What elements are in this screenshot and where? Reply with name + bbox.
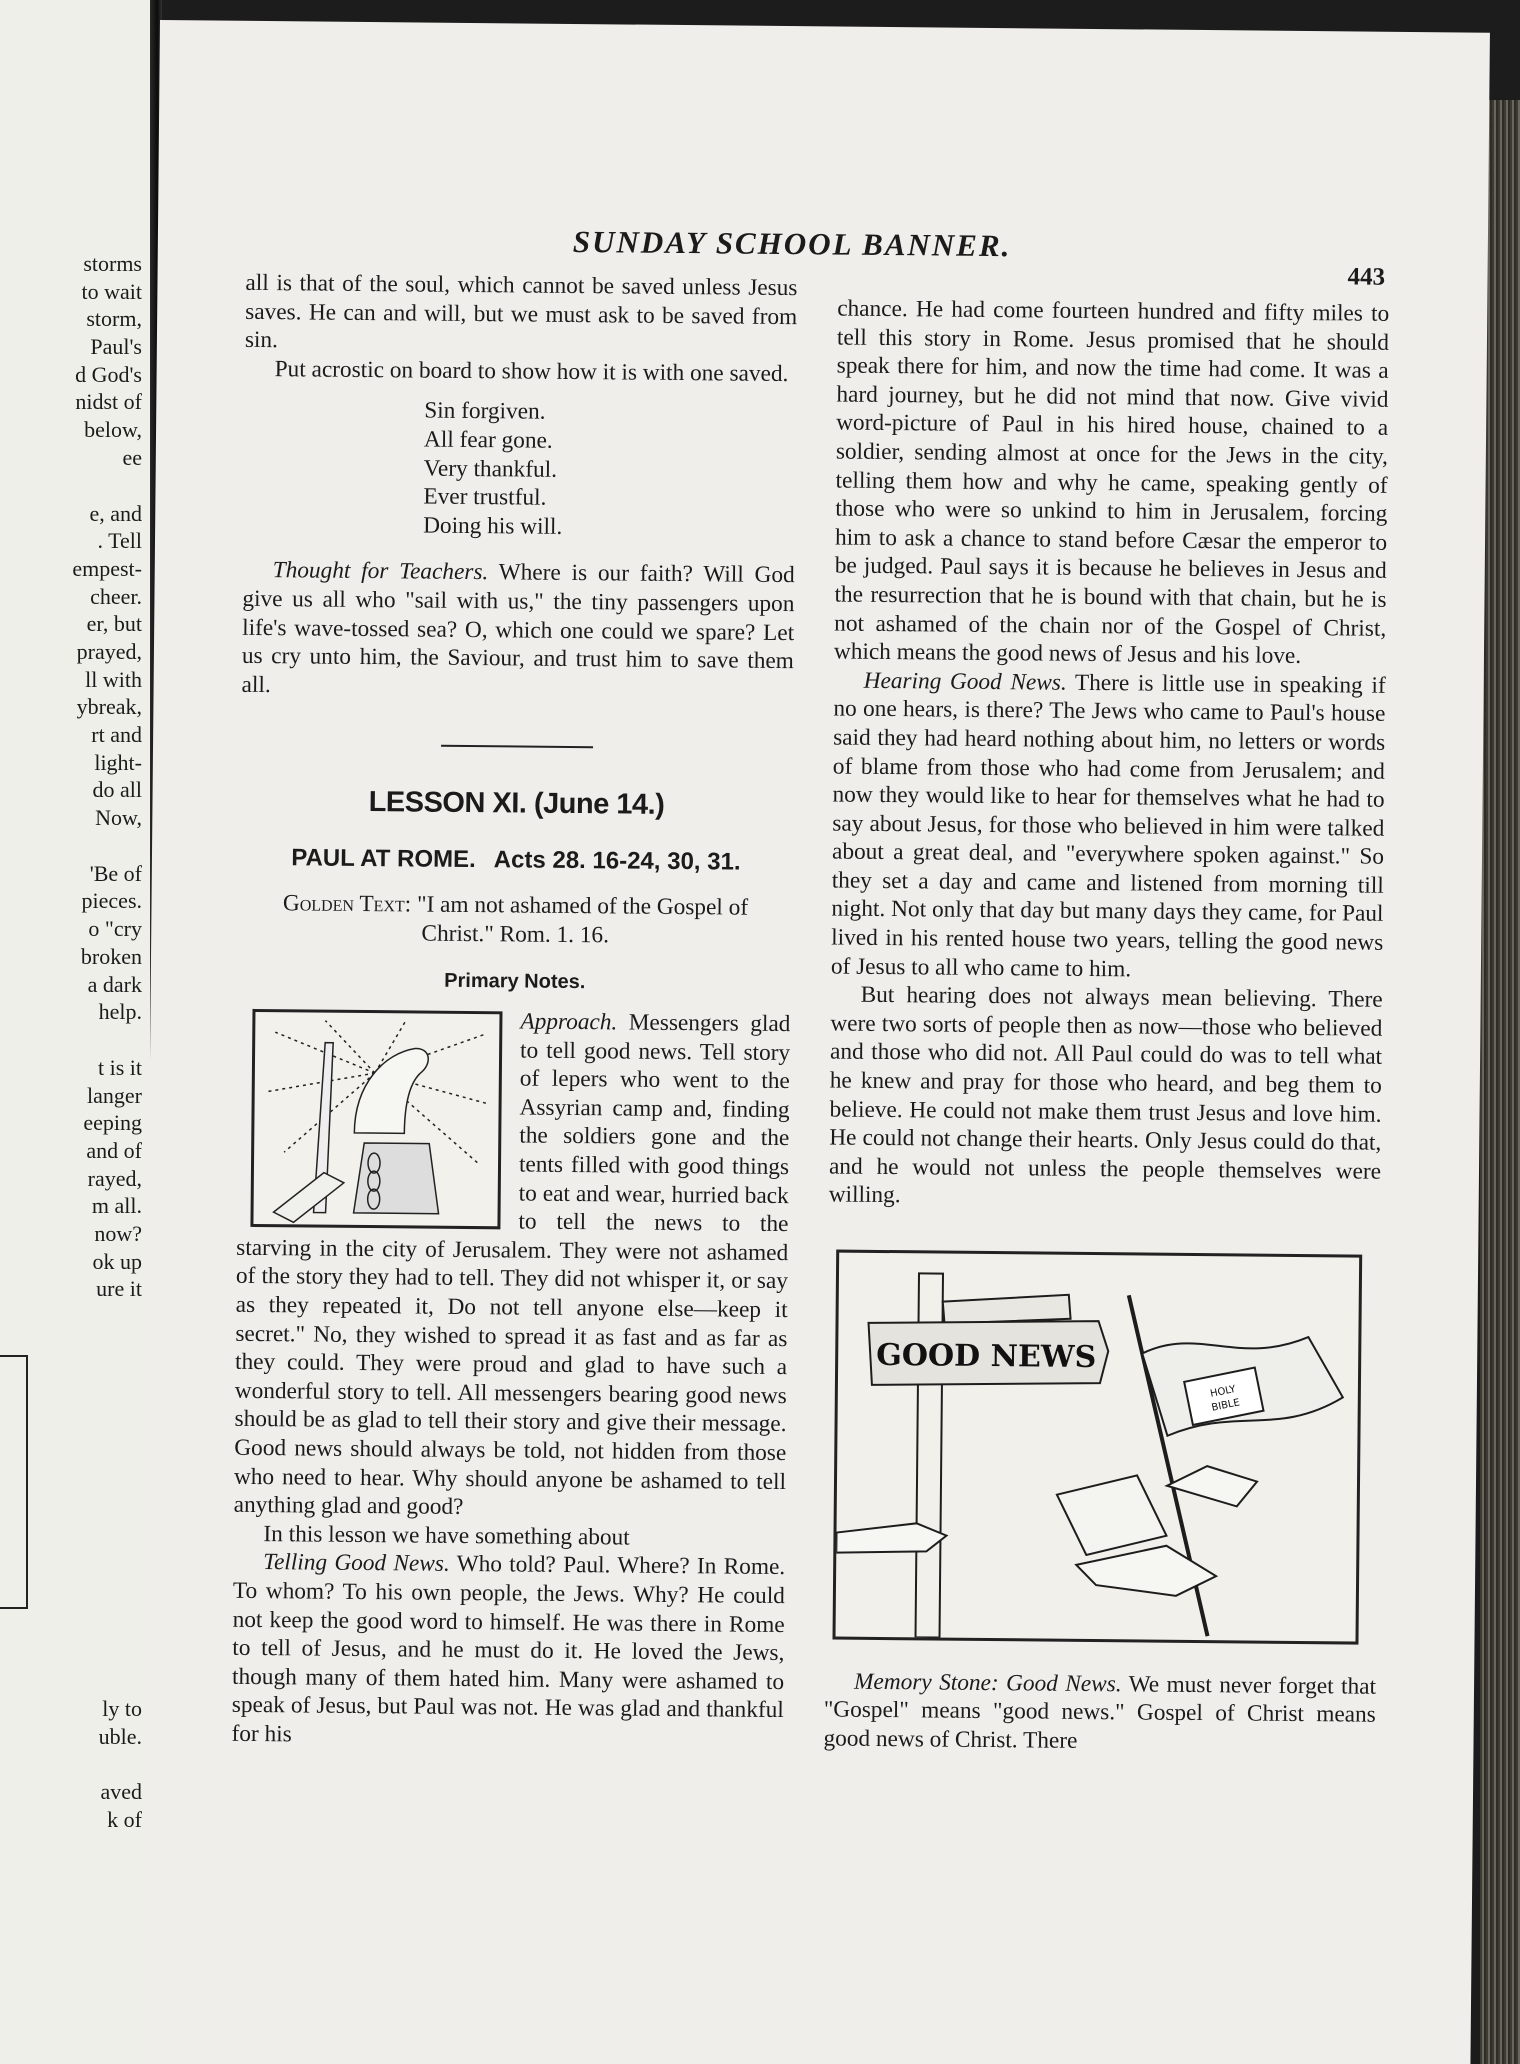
paragraph xyxy=(241,556,794,704)
paragraph: all is that of the soul, which cannot be saved unless Jesus saves. He can and will, but we must ask to be saved from sin. xyxy=(244,269,798,354)
sign-text: GOOD NEWS xyxy=(876,1337,1097,1376)
illustration-chained-hands xyxy=(250,1009,502,1229)
left-column xyxy=(231,269,797,1754)
paragraph: chance. He had come fourteen hundred and fifty miles to tell this story in Rome. Jesus promised that he should speak there for him, and now the time had come. It was a hard journey, but he did not mind that now. Give vivid word-picture of Paul in his hired house, chained to a soldier, sending almost at once for the Jews in the city, telling them how and why he came, speaking gently of those who were so unkind to him in Jerusalem, forcing him to ask a chance to stand before Cæsar the emperor to be judged. Paul says it is because he believes in Jesus and the resurrection that he is bound with that chain, but he is not ashamed of the chain nor of the Gospel of Christ, which means the good news of Jesus and his love. xyxy=(833,295,1390,670)
left-page-fragment: Now, xyxy=(95,805,142,831)
running-header: SUNDAY SCHOOL BANNER. xyxy=(572,223,1012,264)
left-page-fragment xyxy=(2,832,142,860)
paragraph xyxy=(823,1667,1376,1758)
bible-label-2: BIBLE xyxy=(1210,1397,1241,1414)
left-page-fragment: light- xyxy=(94,749,142,775)
left-page-fragment: er, but xyxy=(86,611,142,637)
left-page-fragment: broken xyxy=(80,943,142,969)
left-page-fragment: storm, xyxy=(86,306,142,332)
left-page-fragment: ll with xyxy=(85,666,142,692)
left-page-fragment: eeping xyxy=(83,1110,142,1136)
left-page-fragment: aved xyxy=(100,1779,142,1805)
left-page-fragment: ybreak, xyxy=(76,694,142,720)
left-page-illustration-fragment xyxy=(0,1355,28,1609)
golden-text-label: Golden Text xyxy=(282,890,405,918)
left-page-fragment: e, and xyxy=(89,500,142,526)
paragraph: In this lesson we have something about xyxy=(263,1520,630,1551)
page-number: 443 xyxy=(1347,263,1386,291)
left-page-fragment: ee xyxy=(122,444,142,470)
left-page-fragment: d God's xyxy=(75,361,142,387)
flag-holding-hand-icon xyxy=(1167,1466,1257,1507)
left-page-fragment xyxy=(2,1303,142,1331)
left-page-fragment: k of xyxy=(107,1807,142,1833)
bible-label-1: HOLY xyxy=(1209,1383,1237,1400)
left-page-fragment: Paul's xyxy=(90,334,142,360)
left-page-fragment: a dark xyxy=(87,971,142,997)
left-page-fragment: 'Be of xyxy=(89,860,142,886)
acrostic-line: Very thankful. xyxy=(423,455,558,483)
left-page-fragment: m all. xyxy=(91,1193,142,1219)
acrostic xyxy=(423,397,796,544)
paragraph xyxy=(231,1548,785,1753)
left-page-fragment: uble. xyxy=(98,1723,142,1749)
golden-text-quote: : "I am not ashamed of the Gospel of Christ." Rom. 1. 16. xyxy=(404,891,749,949)
left-page-fragment: nidst of xyxy=(75,389,142,415)
left-page-fragment xyxy=(2,1667,142,1695)
paragraph-text: Messengers glad to tell good news. Tell story of lepers who went to the Assyrian camp and, finding the soldiers gone and the tents filled with good things to eat and wear, hurried back to tell the news to the starving in the city of Jerusalem. They were not ashamed of the story they had to tell. They did not whisper it, or say as they repeated it, Do not tell anyone else—keep it secret." No, they wished to spread it as fast and as far as they could. They were proud and glad to have such a wonderful story to tell. All messengers bearing good news should be as glad to tell their story and give their message. Good news should always be told, not hidden from those who need to hear. Why should anyone be ashamed to tell anything glad and good? xyxy=(233,1009,791,1521)
section-heading: Primary Notes. xyxy=(444,969,586,993)
left-page-fragment xyxy=(2,1611,142,1639)
illustration-good-news xyxy=(832,1250,1362,1645)
scripture-reference: Acts 28. 16-24, 30, 31. xyxy=(493,846,741,876)
left-page-fragment: ure it xyxy=(96,1276,142,1302)
left-page-fragment: and of xyxy=(86,1137,142,1163)
signpost-arm-icon xyxy=(943,1294,1071,1325)
left-page-fragment: cheer. xyxy=(90,583,142,609)
left-page-fragment: ly to xyxy=(102,1696,142,1722)
paragraph: Put acrostic on board to show how it is with one saved. xyxy=(274,355,789,387)
left-page-fragment: to wait xyxy=(81,278,142,304)
paragraph: But hearing does not always mean believing. There were two sorts of people then as now—those who believed and those who did not. All Paul could do was to tell what he knew and pray for those who heard, and beg them to believe. He could not make them trust Jesus and love him. He could not change their hearts. Only Jesus could do that, and he would not unless the people themselves were willing. xyxy=(828,982,1383,1209)
sleeve-icon xyxy=(354,1143,440,1214)
right-page xyxy=(140,20,1490,2064)
left-page-fragment: storms xyxy=(83,251,142,276)
praying-hand-icon xyxy=(354,1048,428,1134)
acrostic-line: Doing his will. xyxy=(423,512,563,540)
lesson-title: LESSON XI. (June 14.) xyxy=(368,786,665,822)
left-page-fragment: help. xyxy=(98,999,142,1025)
left-page-fragment: rayed, xyxy=(87,1165,142,1191)
left-page-fragment: rt and xyxy=(91,722,142,747)
letter-envelope-icon xyxy=(1056,1475,1167,1556)
run-in-heading: Telling Good News. xyxy=(263,1549,450,1578)
left-page-fragment xyxy=(2,1639,142,1667)
left-page-fragment: t is it xyxy=(97,1054,142,1080)
paragraph-text: We must never forget that "Gospel" means "good news." Gospel of Christ means good news of Christ. There xyxy=(823,1670,1377,1754)
acrostic-line: All fear gone. xyxy=(423,426,553,454)
paragraph-text: Who told? Paul. Where? In Rome. To whom? To his own people, the Jews. Why? He could not keep the good word to himself. He was there in Rome to tell of Jesus, and he must do it. He loved the Jews, though many of them hated him. Many were ashamed to speak of Jesus, but Paul was not. He was glad and thankful for his xyxy=(231,1551,786,1748)
left-page-fragment: do all xyxy=(92,777,142,803)
run-in-heading: Hearing Good News. xyxy=(863,667,1067,696)
left-page-fragment xyxy=(2,472,142,500)
left-page-fragment: langer xyxy=(87,1082,142,1108)
left-page-fragment: o "cry xyxy=(88,916,142,942)
left-page-fragment: ok up xyxy=(92,1248,142,1274)
right-column xyxy=(823,295,1389,1759)
left-page xyxy=(0,0,150,2064)
run-in-heading: Memory Stone: Good News. xyxy=(853,1668,1122,1697)
left-page-fragment xyxy=(2,1026,142,1054)
lesson-subtitle xyxy=(240,841,792,880)
golden-text xyxy=(259,889,772,951)
left-page-fragment: prayed, xyxy=(76,638,142,664)
acrostic-line: Sin forgiven. xyxy=(424,397,546,426)
acrostic-line: Ever trustful. xyxy=(423,483,547,511)
left-page-fragment: pieces. xyxy=(81,888,142,914)
section-divider xyxy=(441,745,593,748)
chained-hands-drawing xyxy=(250,1009,502,1229)
paragraph-text: There is little use in speaking if no one hears, is there? The Jews who came to Paul's house said they had heard nothing about him, no letters or words of blame from those who had come from Jerusalem; and now they would like to hear for themselves what he had to say about Jesus, for those who believed in him were talked about a great deal, and "everywhere spoken against." So they set a day and came and listened from morning till night. Not only that day but many days they came, for Paul lived in his rented house two years, telling the good news of Jesus to all who came to him. xyxy=(830,669,1386,983)
left-page-fragment: . Tell xyxy=(97,528,142,554)
reaching-hand-icon xyxy=(273,1172,343,1223)
run-in-heading: Thought for Teachers. xyxy=(272,557,489,586)
paragraph xyxy=(831,666,1386,986)
run-in-heading: Approach. xyxy=(520,1008,618,1036)
left-page-fragment xyxy=(2,1750,142,1778)
left-page-fragment: below, xyxy=(84,417,142,443)
left-page-fragment: empest- xyxy=(72,555,142,581)
left-page-fragment: now? xyxy=(94,1221,142,1246)
paragraph-text: Where is our faith? Will God give us all who "sail with us," the tiny passengers upon life's wave-tossed sea? O, which one could we spare? Let us cry unto him, the Saviour, and trust him to save them all. xyxy=(241,559,795,698)
lesson-name: PAUL AT ROME. xyxy=(291,844,476,874)
